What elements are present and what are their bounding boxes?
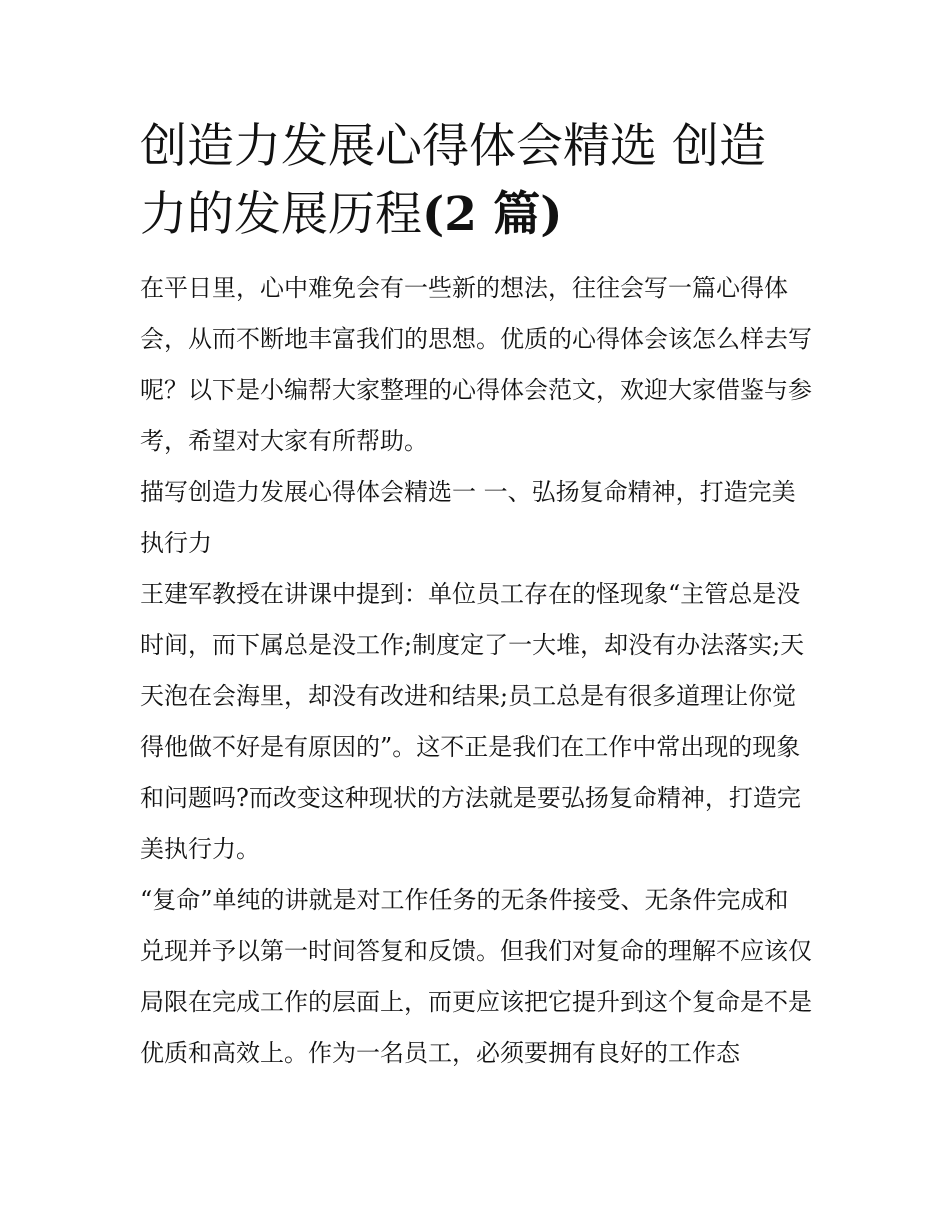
document-title [140,113,812,249]
title-main-text: 创造力发展心得体会精选 创造力的发展历程 [140,119,766,242]
body-paragraph-quote: 王建军教授在讲课中提到：单位员工存在的怪现象“主管总是没时间，而下属总是没工作;制度定了一大堆，却没有办法落实;天天泡在会海里，却没有改进和结果;员工总是有很多道理让你觉得他做不好是有原因的”。这不正是我们在工作中常出现的现象和问题吗?而改变这种现状的方法就是要弘扬复命精神，打造完美执行力。 [140,580,805,863]
title-suffix-text: (2 篇) [422,187,563,242]
section-heading-paragraph: 描写创造力发展心得体会精选一 一、弘扬复命精神，打造完美执行力 [140,478,796,557]
intro-paragraph: 在平日里，心中难免会有一些新的想法，往往会写一篇心得体会，从而不断地丰富我们的思想。优质的心得体会该怎么样去写呢？以下是小编帮大家整理的心得体会范文，欢迎大家借鉴与参考，希望对大家有所帮助。 [140,274,812,455]
body-paragraph-fuming: “复命”单纯的讲就是对工作任务的无条件接受、无条件完成和兑现并予以第一时间答复和反馈。但我们对复命的理解不应该仅局限在完成工作的层面上，而更应该把它提升到这个复命是不是优质和高效上。作为一名员工，必须要拥有良好的工作态 [140,886,812,1067]
document-body [140,113,812,1079]
